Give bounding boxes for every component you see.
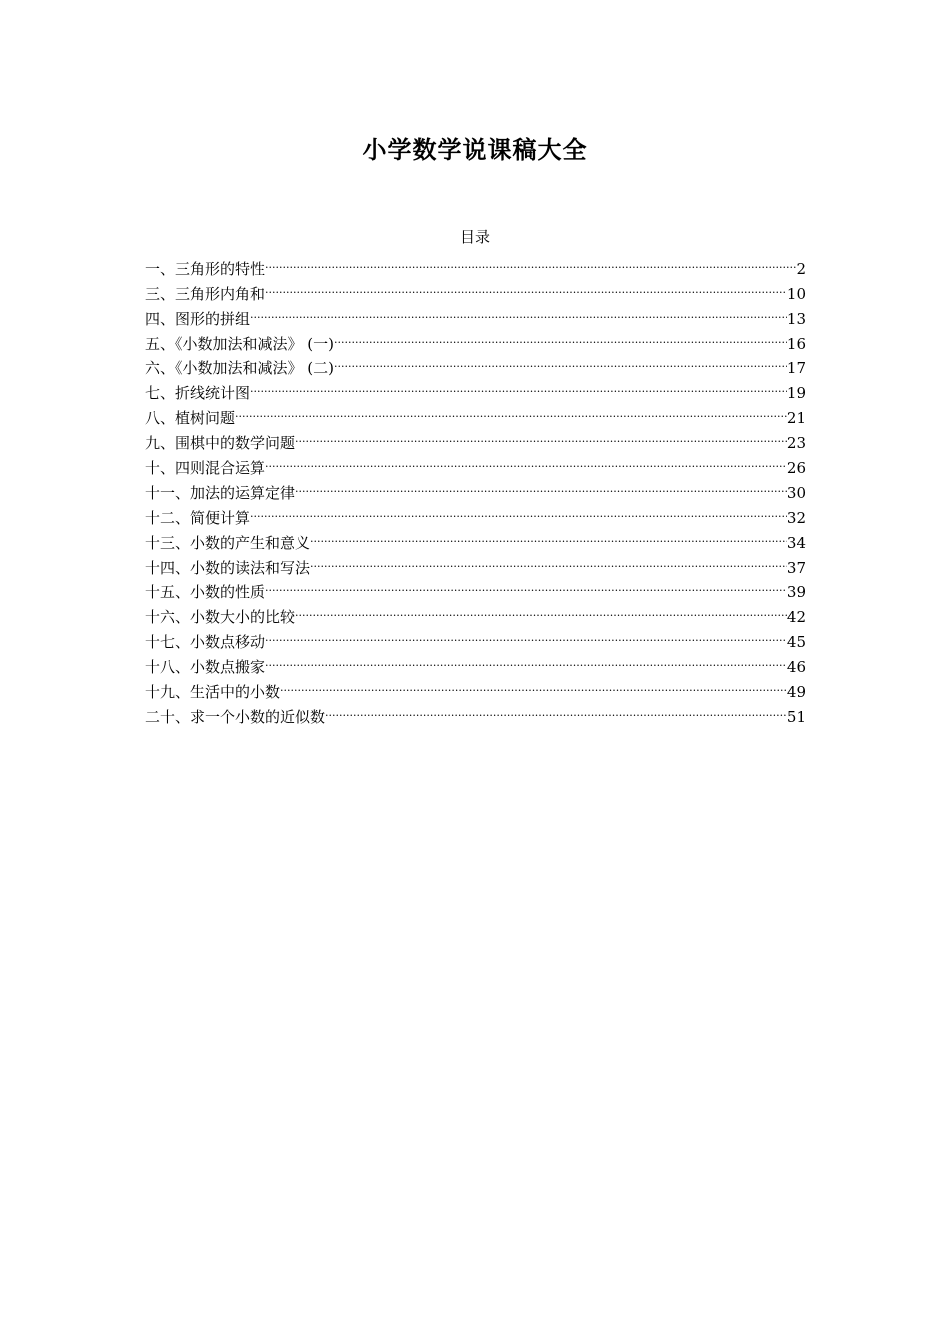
toc-entry-page-number: 32 [786,508,806,527]
toc-dot-leader [265,647,787,672]
toc-entry-page-number: 34 [786,533,806,552]
toc-dot-leader [325,697,787,722]
toc-entry-label: 十九、生活中的小数 [145,683,281,702]
toc-entry-page-number: 39 [786,583,806,602]
toc-dot-leader [295,423,787,448]
toc-entry-page-number: 30 [786,483,806,502]
toc-entry-page-number: 37 [786,558,806,577]
toc-dot-leader [265,448,787,473]
toc-dot-leader [334,349,787,374]
toc-entry-label: 十六、小数大小的比较 [145,608,296,627]
toc-dot-leader [265,622,787,647]
toc-entry-page-number: 2 [796,259,806,278]
toc-entry[interactable] [145,249,806,278]
toc-entry-label: 十二、简便计算 [145,508,251,527]
toc-entry-page-number: 19 [786,384,806,403]
toc-dot-leader [250,299,787,324]
toc-entry-label: 九、围棋中的数学问题 [145,434,296,453]
toc-entry-page-number: 17 [786,359,806,378]
toc-dot-leader [310,548,787,573]
document-title: 小学数学说课稿大全 [362,135,588,164]
toc-entry-label: 十、四则混合运算 [145,459,266,478]
toc-dot-leader [295,597,787,622]
toc-dot-leader [295,473,787,498]
toc-entry-page-number: 46 [786,658,806,677]
table-of-contents [145,249,806,726]
toc-entry-label: 七、折线统计图 [145,384,251,403]
toc-heading: 目录 [459,228,490,246]
toc-entry-page-number: 13 [786,309,806,328]
toc-entry-label: 十七、小数点移动 [145,633,266,652]
toc-entry-label: 十一、加法的运算定律 [145,483,296,502]
toc-entry-label: 十八、小数点搬家 [145,658,266,677]
toc-dot-leader [235,398,787,423]
toc-entry-label: 二十、求一个小数的近似数 [145,707,326,726]
toc-dot-leader [280,672,787,697]
toc-entry-label: 三、三角形内角和 [145,284,266,303]
toc-dot-leader [265,573,787,598]
toc-dot-leader [250,498,787,523]
toc-entry-page-number: 42 [786,608,806,627]
toc-entry-label: 十五、小数的性质 [145,583,266,602]
toc-entry-label: 五、《小数加法和减法》 (一) [145,334,334,353]
toc-entry-label: 十三、小数的产生和意义 [145,533,311,552]
toc-entry[interactable] [145,398,806,428]
toc-entry-page-number: 26 [786,459,806,478]
toc-entry-page-number: 45 [786,633,806,652]
toc-entry[interactable] [145,423,806,453]
toc-entry-label: 十四、小数的读法和写法 [145,558,311,577]
toc-entry-label: 一、三角形的特性 [145,259,266,278]
toc-entry-page-number: 16 [786,334,806,353]
toc-dot-leader [265,274,787,299]
toc-dot-leader [334,324,787,349]
toc-entry-page-number: 10 [786,284,806,303]
toc-dot-leader [265,249,796,274]
toc-entry-label: 六、《小数加法和减法》 (二) [145,359,334,378]
toc-entry-page-number: 51 [786,707,806,726]
toc-entry-page-number: 21 [786,409,806,428]
toc-entry-label: 四、图形的拼组 [145,309,251,328]
toc-dot-leader [310,523,787,548]
toc-entry-page-number: 23 [786,434,806,453]
toc-entry-page-number: 49 [786,683,806,702]
toc-dot-leader [250,373,787,398]
toc-entry-label: 八、植树问题 [145,409,236,428]
